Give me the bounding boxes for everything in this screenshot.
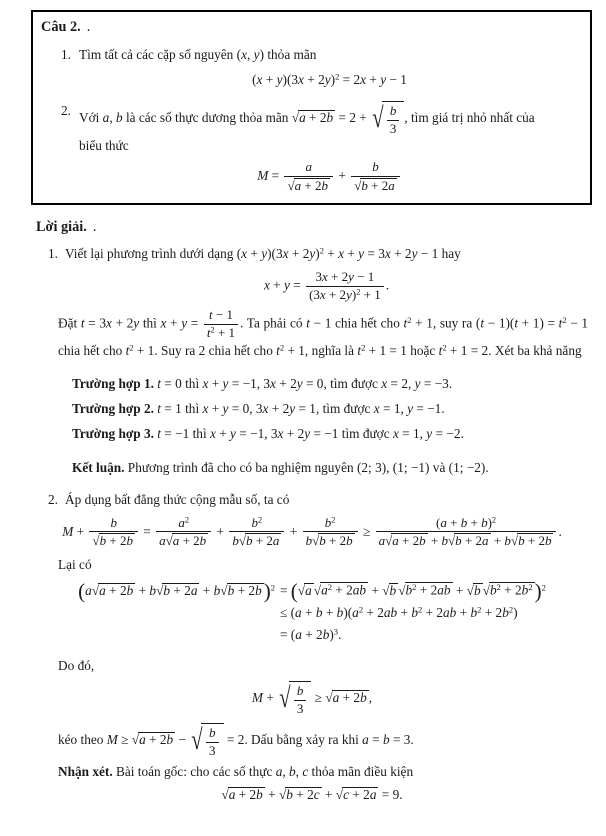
solution-title — [36, 217, 588, 238]
solution-part-2-intro: Áp dụng bất đẳng thức cộng mẫu số, ta có — [65, 492, 290, 508]
solution-part-1-intro: Viết lại phương trình dưới dạng $(x + y)(3x + 2y)^2 + x + y = 3x + 2y - 1$ hay — [65, 245, 461, 262]
problem-title-text: Câu 2. — [41, 19, 81, 35]
solution-section — [36, 217, 588, 804]
conclusion — [72, 458, 588, 477]
problem-title — [41, 17, 580, 38]
remark — [58, 762, 588, 781]
keo-theo-paragraph: kéo theo M ≥ √ a + 2b − √ $\frac{b}{3}$ = 2. Dấu bằng xảy ra khi a = b = 3. — [58, 724, 414, 758]
case-3-body: t = −1 thì x + y = −1, 3x + 2y = −1 tìm được x = 1, y = −2. — [157, 426, 464, 442]
problem-item-2-text-2: biểu thức — [79, 138, 129, 154]
case-3-label: Trường hợp 3. — [72, 426, 154, 442]
conclusion-body: Phương trình đã cho có ba nghiệm nguyên (2; 3), (1; −1) và (1; −2). — [127, 459, 489, 475]
equation-problem-2: M = a √ a + 2b + b √ b + 2a — [79, 160, 580, 194]
aligned-lhs: (a √ a + 2b + b √ b + 2a + b √ b + 2b )$^2$ — [78, 578, 275, 603]
lai-co-text: Lại có — [58, 557, 92, 573]
remark-label: Nhận xét. — [58, 763, 113, 779]
case-2 — [72, 399, 588, 418]
problem-item-1-number: 1. — [61, 46, 71, 62]
solution-title-dot: . — [92, 219, 97, 236]
solution-part-2 — [36, 490, 588, 509]
case-2-body: t = 1 thì x + y = 0, 3x + 2y = 1, tìm được x = 1, y = −1. — [157, 400, 445, 416]
solution-part-1-number: 1. — [48, 246, 58, 262]
problem-item-1 — [41, 45, 580, 90]
problem-title-dot: . — [86, 19, 91, 35]
case-3 — [72, 424, 588, 443]
aligned-row-1: = ( √ a √ $a^2 + 2ab$ + √ b √ $b^2 + 2ab$ + √ b √ $b^2 + 2b^2$ )$^2$ — [279, 578, 546, 603]
case-1 — [72, 374, 588, 393]
problem-item-1-text: Tìm tất cả các cặp số nguyên (x, y) thỏa mãn — [79, 46, 317, 62]
aligned-row-2: ≤ $(a + b + b)(a^2 + 2ab + b^2 + 2ab + b^2 + 2b^2)$ — [279, 604, 518, 621]
solution-part-1-paragraph: Đặt t = 3x + 2y thì x + y = $\frac{t - 1}{t^2 + 1}$ . Ta phải có t − 1 chia hết cho $t^2 + 1$, suy ra $(t - 1)(t + 1) = t^2 - 1$ chia hết cho $t^2 + 1$. Suy ra 2 chia hết cho $t^2 + 1$, nghĩa là $t^2 + 1 = 1$ hoặc $t^2 + 1 = 2$. Xét ba khả năng — [58, 307, 589, 359]
equation-problem-1: $(x + y)(3x + 2y)^2 = 2x + y - 1$ — [252, 71, 407, 88]
equation-M-plus-sqrt: M + √ $\frac{b}{3}$ ≥ √ a + 2b , — [251, 683, 373, 717]
equation-aligned-expansion — [36, 578, 588, 645]
case-1-label: Trường hợp 1. — [72, 375, 154, 391]
remark-body: Bài toán gốc: cho các số thực a, b, c thỏa mãn điều kiện — [116, 763, 414, 779]
case-2-label: Trường hợp 2. — [72, 400, 154, 416]
conclusion-label: Kết luận. — [72, 459, 125, 475]
problem-item-2-number: 2. — [61, 102, 71, 118]
problem-item-2-text: Với a, b là các số thực dương thỏa mãn √ a + 2b = 2 + √ $\frac{b}{3}$ , tìm giá trị nhỏ nhất của — [79, 102, 535, 136]
aligned-row-3: = $(a + 2b)^3$. — [279, 627, 342, 643]
do-do-text: Do đó, — [58, 657, 95, 673]
equation-cauchy-fractions: M + b √ b + 2b = $a^2$ a √ a + 2b + $b^2$ b √ b + 2a + $b^2$ b √ b + 2b ≥ $(a + b + b)^2$ a √ a + 2b + b √ b + 2a + b √ b + 2b . — [62, 514, 562, 549]
equation-xy-fraction: x + y = $\frac{3x + 2y - 1}{(3x + 2y)^2 + 1}$ . — [263, 268, 390, 302]
equation-remark-condition: √ a + 2b + √ b + 2c + √ c + 2a = 9. — [221, 787, 403, 803]
problem-item-2 — [41, 101, 580, 194]
solution-part-1 — [36, 244, 588, 302]
case-1-body: t = 0 thì x + y = −1, 3x + 2y = 0, tìm được x = 2, y = −3. — [157, 375, 453, 391]
problem-statement-box — [31, 10, 592, 205]
solution-title-text: Lời giải. — [36, 219, 87, 236]
solution-part-2-number: 2. — [48, 492, 58, 508]
